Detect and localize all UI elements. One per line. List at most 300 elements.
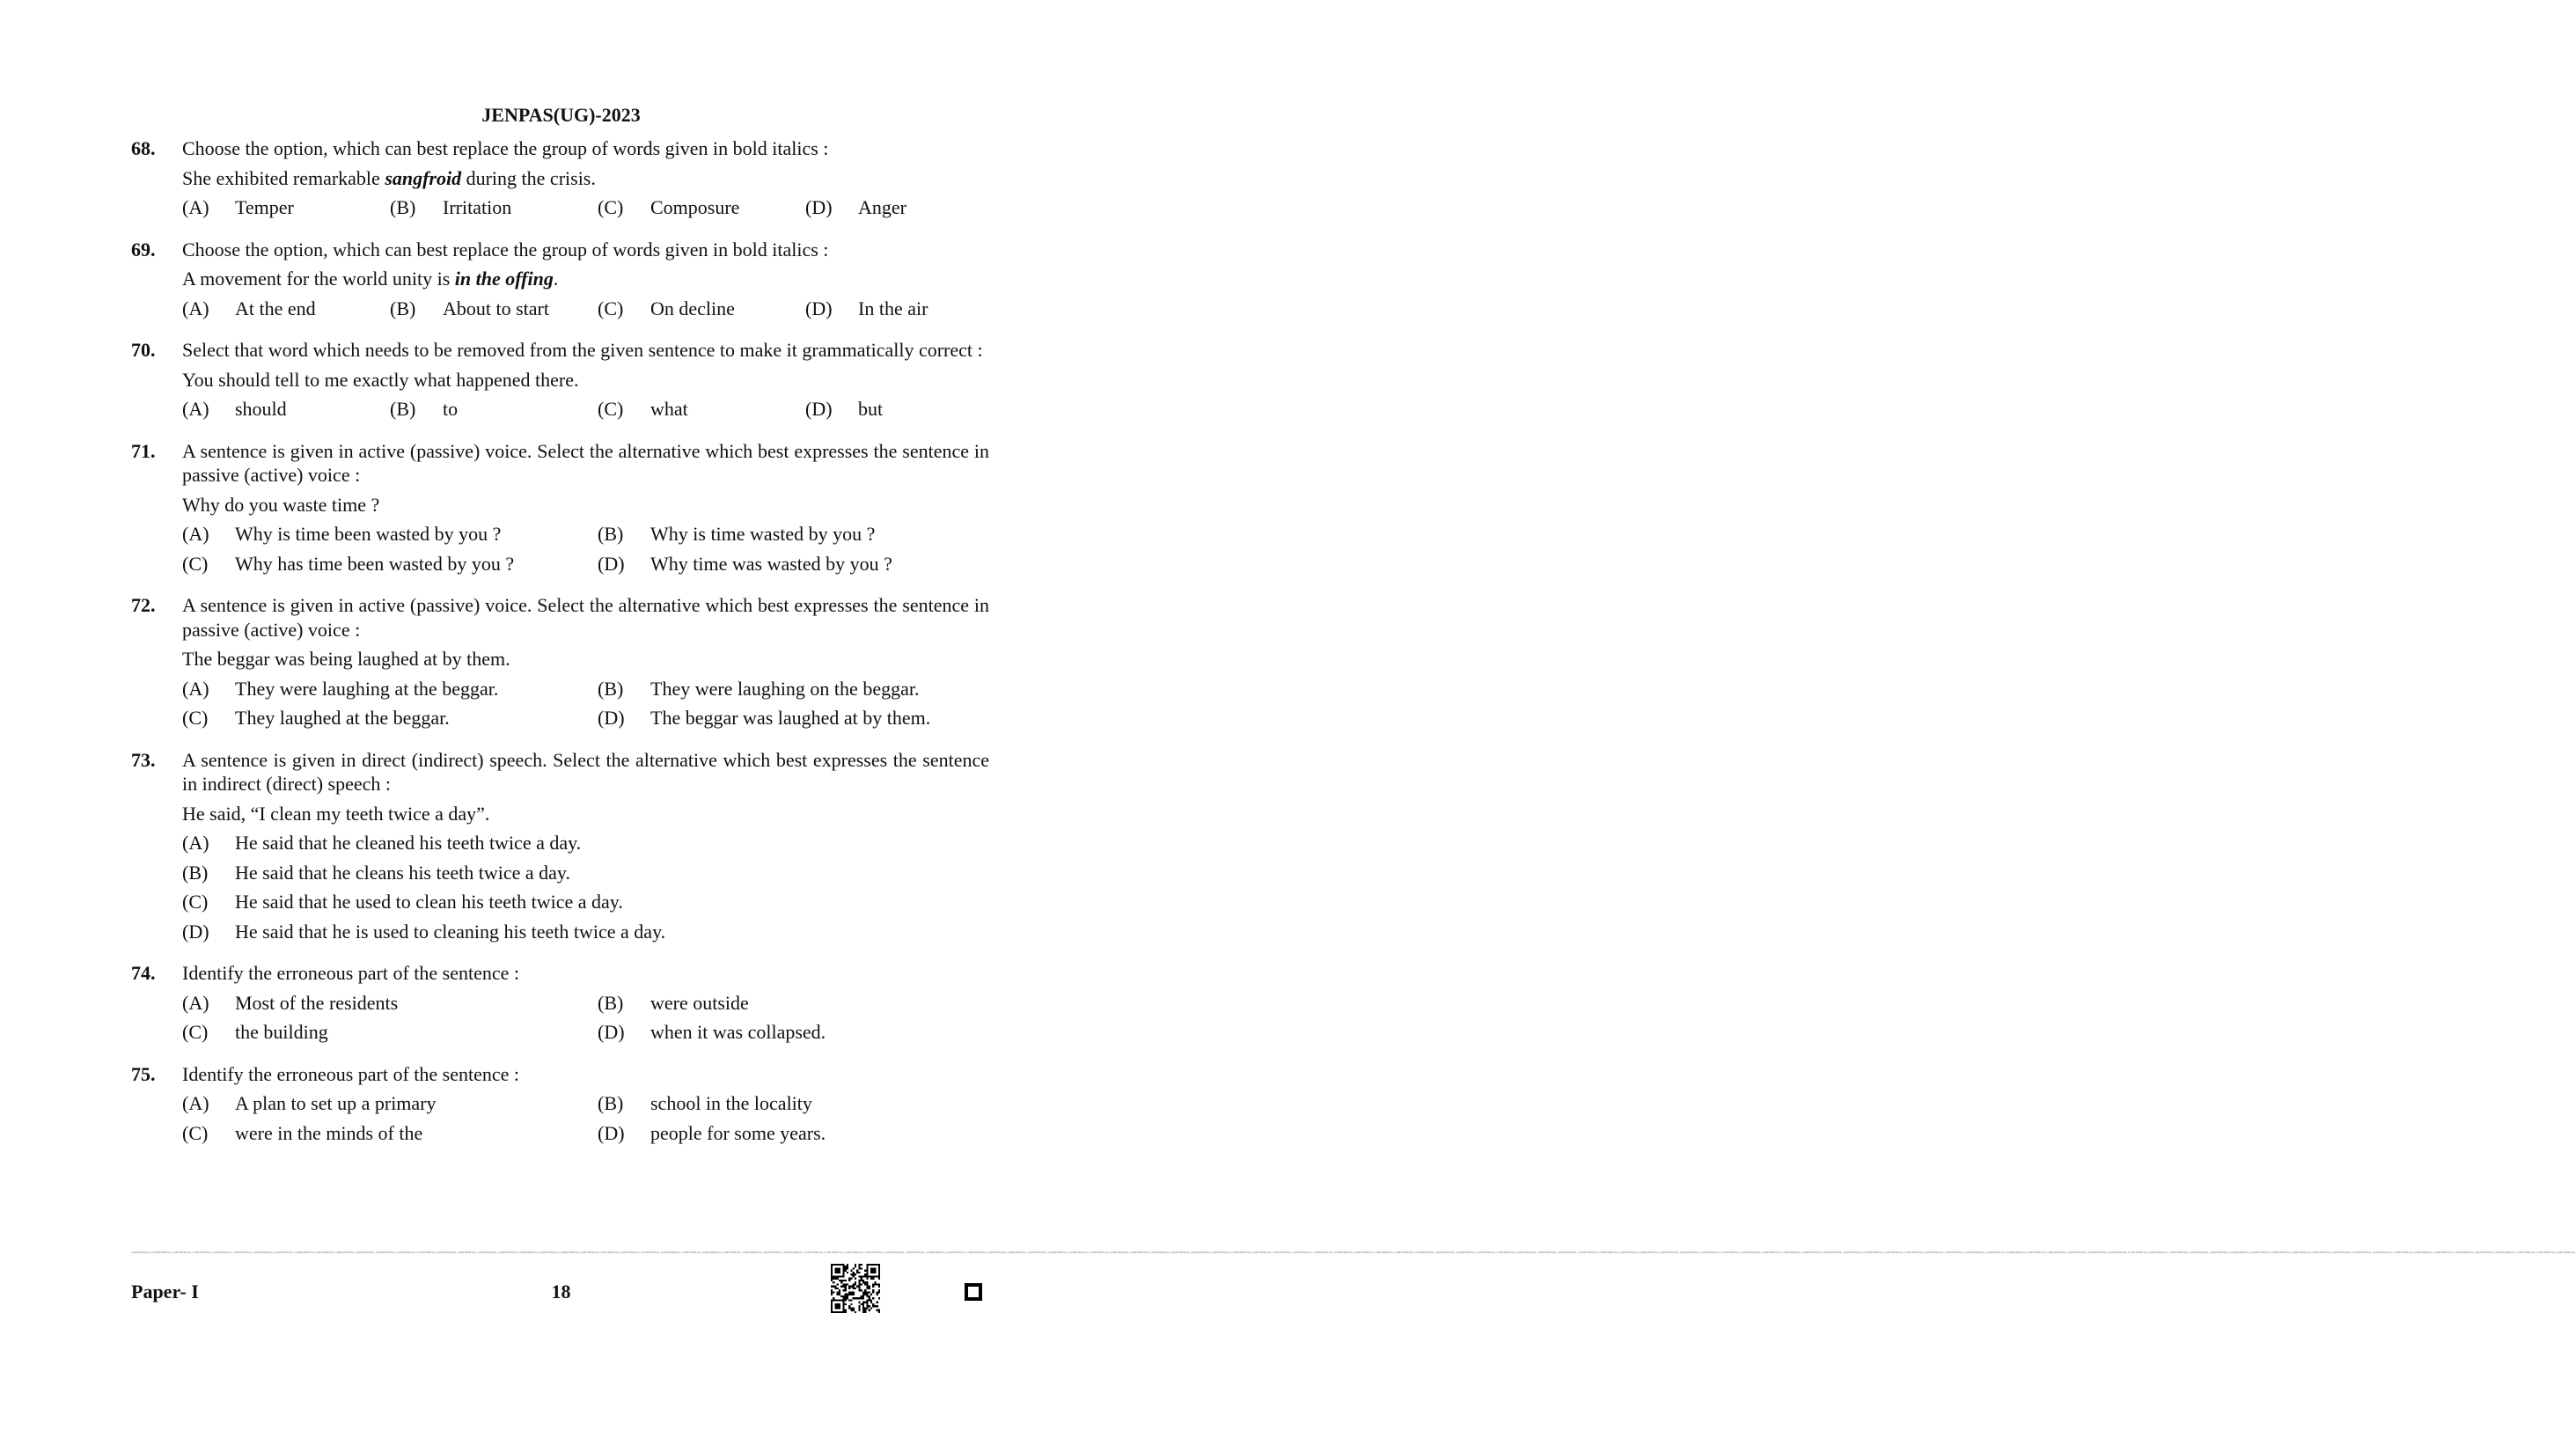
qr-module <box>864 1302 866 1303</box>
qr-module <box>831 1294 833 1295</box>
qr-module <box>864 1281 866 1283</box>
option-b[interactable]: (B) About to start <box>390 297 549 319</box>
qr-module <box>855 1283 856 1285</box>
qr-module <box>833 1264 834 1266</box>
qr-module <box>874 1267 876 1269</box>
qr-module <box>842 1295 844 1297</box>
question-prompt: Select that word which needs to be removed from the given sentence to make it grammatically correct : <box>182 339 983 361</box>
qr-module <box>847 1272 848 1273</box>
qr-module <box>866 1270 868 1272</box>
qr-module <box>840 1299 842 1301</box>
answer-options <box>182 297 989 321</box>
qr-module <box>839 1294 840 1295</box>
qr-module <box>831 1303 833 1305</box>
qr-module <box>850 1310 852 1311</box>
qr-module <box>872 1267 874 1269</box>
qr-module <box>834 1307 836 1309</box>
qr-module <box>858 1281 860 1283</box>
option-d[interactable]: (D) but <box>805 398 884 420</box>
qr-module <box>850 1303 852 1305</box>
option-b[interactable]: (B) Irritation <box>390 196 512 218</box>
qr-module <box>861 1297 862 1299</box>
qr-module <box>848 1299 850 1301</box>
qr-module <box>847 1297 848 1299</box>
qr-module <box>862 1281 864 1283</box>
qr-module <box>866 1278 868 1280</box>
qr-module <box>872 1278 874 1280</box>
paper-label: Paper- I <box>131 1281 199 1303</box>
qr-module <box>858 1283 860 1285</box>
option-c[interactable]: (C) Why has time been wasted by you ? <box>182 552 515 575</box>
question-prompt: A sentence is given in active (passive) voice. Select the alternative which best expresses the sentence in passive (active) voice : <box>182 594 989 641</box>
qr-module <box>870 1267 872 1269</box>
qr-module <box>853 1291 855 1293</box>
qr-module <box>866 1288 868 1289</box>
qr-module <box>864 1311 866 1313</box>
qr-module <box>833 1311 834 1313</box>
question-sentence: He said, “I clean my teeth twice a day”. <box>182 802 490 825</box>
qr-module <box>839 1267 840 1269</box>
qr-module <box>837 1272 839 1273</box>
qr-module <box>878 1270 880 1272</box>
qr-module <box>874 1283 876 1285</box>
qr-module <box>855 1297 856 1299</box>
qr-module <box>847 1295 848 1297</box>
option-b[interactable]: (B) They were laughing on the beggar. <box>598 677 920 700</box>
qr-module <box>842 1270 844 1272</box>
qr-module <box>861 1267 862 1269</box>
qr-module <box>877 1294 878 1295</box>
qr-module <box>850 1307 852 1309</box>
qr-module <box>870 1275 872 1277</box>
question-prompt: Choose the option, which can best replace the group of words given in bold italics : <box>182 238 829 261</box>
qr-module <box>839 1307 840 1309</box>
qr-module <box>845 1294 847 1295</box>
qr-module <box>834 1275 836 1277</box>
qr-module <box>839 1289 840 1291</box>
qr-module <box>861 1264 862 1266</box>
answer-options <box>182 1091 989 1145</box>
qr-module <box>842 1303 844 1305</box>
qr-module <box>831 1280 833 1281</box>
option-d[interactable]: (D) Why time was wasted by you ? <box>598 552 892 575</box>
qr-module <box>862 1295 864 1297</box>
qr-module <box>842 1286 844 1288</box>
question-sentence: You should tell to me exactly what happened there. <box>182 368 579 391</box>
qr-module <box>855 1288 856 1289</box>
option-c[interactable]: (C) what <box>598 398 688 420</box>
qr-module <box>850 1278 852 1280</box>
qr-module <box>874 1270 876 1272</box>
option-a[interactable]: (A) Temper <box>182 196 294 218</box>
qr-module <box>858 1302 860 1303</box>
qr-module <box>878 1273 880 1275</box>
option-c[interactable]: (C) were in the minds of the <box>182 1121 423 1144</box>
qr-module <box>839 1299 840 1301</box>
qr-module <box>839 1270 840 1272</box>
question-number: 69. <box>131 238 156 261</box>
qr-module <box>831 1305 833 1307</box>
qr-module <box>839 1291 840 1293</box>
qr-module <box>834 1288 836 1289</box>
qr-module <box>848 1280 850 1281</box>
option-a[interactable]: (A) Why is time been wasted by you ? <box>182 523 502 545</box>
answer-options <box>182 677 989 730</box>
question-prompt: Choose the option, which can best replace the group of words given in bold italics : <box>182 137 829 159</box>
qr-module <box>842 1311 844 1313</box>
qr-module <box>853 1286 855 1288</box>
qr-module <box>878 1297 880 1299</box>
qr-module <box>872 1270 874 1272</box>
qr-module <box>869 1310 870 1311</box>
qr-module <box>840 1280 842 1281</box>
question-prompt: Identify the erroneous part of the sentence : <box>182 1062 520 1085</box>
qr-module <box>840 1281 842 1283</box>
qr-module <box>842 1267 844 1269</box>
qr-module <box>845 1286 847 1288</box>
question-number: 72. <box>131 594 156 616</box>
qr-module <box>861 1289 862 1291</box>
qr-module <box>862 1297 864 1299</box>
qr-module <box>848 1286 850 1288</box>
qr-module <box>878 1264 880 1266</box>
qr-module <box>833 1275 834 1277</box>
question-list <box>131 136 989 1145</box>
qr-module <box>837 1305 839 1307</box>
qr-module <box>845 1288 847 1289</box>
qr-module <box>864 1273 866 1275</box>
question-71 <box>131 439 989 576</box>
qr-module <box>862 1294 864 1295</box>
qr-module <box>855 1278 856 1280</box>
question-73 <box>131 748 989 944</box>
qr-module <box>866 1303 868 1305</box>
option-a[interactable]: (A) He said that he cleaned his teeth twice a day. <box>182 832 582 854</box>
qr-module <box>834 1264 836 1266</box>
qr-module <box>858 1286 860 1288</box>
qr-module <box>858 1288 860 1289</box>
qr-module <box>853 1294 855 1295</box>
qr-module <box>864 1283 866 1285</box>
qr-module <box>840 1264 842 1266</box>
qr-module <box>831 1267 833 1269</box>
qr-module <box>874 1264 876 1266</box>
qr-module <box>847 1294 848 1295</box>
qr-module <box>864 1294 866 1295</box>
qr-module <box>842 1289 844 1291</box>
qr-module <box>853 1283 855 1285</box>
qr-module <box>848 1307 850 1309</box>
option-d[interactable]: (D) He said that he is used to cleaning his teeth twice a day. <box>182 920 666 943</box>
qr-module <box>845 1289 847 1291</box>
qr-module <box>858 1272 860 1273</box>
qr-module <box>866 1307 868 1309</box>
qr-module <box>869 1297 870 1299</box>
qr-module <box>837 1291 839 1293</box>
qr-module <box>850 1291 852 1293</box>
qr-module <box>831 1266 833 1267</box>
qr-module <box>837 1288 839 1289</box>
qr-module <box>837 1270 839 1272</box>
qr-module <box>837 1283 839 1285</box>
qr-module <box>853 1307 855 1309</box>
qr-module <box>831 1291 833 1293</box>
qr-module <box>834 1311 836 1313</box>
qr-module <box>833 1278 834 1280</box>
qr-module <box>858 1310 860 1311</box>
qr-module <box>861 1295 862 1297</box>
question-prompt: A sentence is given in active (passive) voice. Select the alternative which best expresses the sentence in passive (active) voice : <box>182 439 989 486</box>
qr-module <box>850 1286 852 1288</box>
qr-module <box>850 1273 852 1275</box>
qr-module <box>839 1264 840 1266</box>
qr-module <box>834 1270 836 1272</box>
qr-module <box>831 1275 833 1277</box>
confidential-strip: CONFIDENTIAL CONFIDENTIAL CONFIDENTIAL CONFIDENTIAL CONFIDENTIAL CONFIDENTIAL CONFIDENTIAL CONFIDENTIAL CONFIDENTIAL CONFIDENTIAL CONFIDENTIAL CONFIDENTIAL CONFIDENTIAL CONFIDENTIAL CONFIDENTIAL CONFIDENTIAL CONFIDENTIAL CONFIDENTIAL CONFIDENTIAL CONFIDENTIAL CONFIDENTIAL CONFIDENTIAL CONFIDENTIAL CONFIDENTIAL CONFIDENTIAL CONFIDENTIAL CONFIDENTIAL CONFIDENTIAL CONFIDENTIAL CONFIDENTIAL CONFIDENTIAL CONFIDENTIAL CONFIDENTIAL CONFIDENTIAL CONFIDENTIAL CONFIDENTIAL CONFIDENTIAL CONFIDENTIAL CONFIDENTIAL CONFIDENTIAL CONFIDENTIAL CONFIDENTIAL CONFIDENTIAL CONFIDENTIAL CONFIDENTIAL CONFIDENTIAL CONFIDENTIAL CONFIDENTIAL CONFIDENTIAL CONFIDENTIAL CONFIDENTIAL CONFIDENTIAL CONFIDENTIAL CONFIDENTIAL CONFIDENTIAL CONFIDENTIAL CONFIDENTIAL CONFIDENTIAL CONFIDENTIAL CONFIDENTIAL CONFIDENTIAL CONFIDENTIAL CONFIDENTIAL CONFIDENTIAL CONFIDENTIAL CONFIDENTIAL CONFIDENTIAL CONFIDENTIAL CONFIDENTIAL CONFIDENTIAL CONFIDENTIAL CONFIDENTIAL CONFIDENTIAL CONFIDENTIAL CONFIDENTIAL CONFIDENTIAL CONFIDENTIAL CONFIDENTIAL CONFIDENTIAL CONFIDENTIAL CONFIDENTIAL CONFIDENTIAL CONFIDENTIAL CONFIDENTIAL CONFIDENTIAL CONFIDENTIAL CONFIDENTIAL CONFIDENTIAL CONFIDENTIAL CONFIDENTIAL CONFIDENTIAL CONFIDENTIAL CONFIDENTIAL CONFIDENTIAL CONFIDENTIAL CONFIDENTIAL CONFIDENTIAL CONFIDENTIAL CONFIDENTIAL CONFIDENTIAL CONFIDENTIAL CONFIDENTIAL CONFIDENTIAL CONFIDENTIAL CONFIDENTIAL CONFIDENTIAL CONFIDENTIAL CONFIDENTIAL CONFIDENTIAL CONFIDENTIAL CONFIDENTIAL CONFIDENTIAL CONFIDENTIAL CONFIDENTIAL CONFIDENTIAL CONFIDENTIAL CONFIDENTIAL CONFIDENTIAL CONFIDENTIAL CONFIDENTIAL <box>131 1251 2576 1254</box>
qr-code-icon <box>831 1264 880 1313</box>
qr-module <box>866 1264 868 1266</box>
qr-module <box>847 1266 848 1267</box>
qr-module <box>874 1272 876 1273</box>
qr-module <box>831 1310 833 1311</box>
qr-module <box>831 1286 833 1288</box>
qr-module <box>872 1264 874 1266</box>
qr-module <box>831 1264 833 1266</box>
option-d[interactable]: (D) people for some years. <box>598 1121 826 1144</box>
qr-module <box>872 1286 874 1288</box>
qr-module <box>837 1307 839 1309</box>
question-68 <box>131 136 989 220</box>
qr-module <box>864 1310 866 1311</box>
question-prompt: A sentence is given in direct (indirect) speech. Select the alternative which best expresses the sentence in indirect (direct) speech : <box>182 748 989 795</box>
option-b[interactable]: (B) school in the locality <box>598 1092 812 1114</box>
qr-module <box>870 1278 872 1280</box>
qr-module <box>853 1267 855 1269</box>
qr-module <box>877 1291 878 1293</box>
qr-module <box>853 1275 855 1277</box>
qr-module <box>862 1305 864 1307</box>
qr-module <box>839 1275 840 1277</box>
qr-module <box>877 1283 878 1285</box>
qr-module <box>831 1270 833 1272</box>
option-a[interactable]: (A) At the end <box>182 297 316 319</box>
qr-module <box>848 1291 850 1293</box>
qr-module <box>861 1303 862 1305</box>
qr-module <box>870 1307 872 1309</box>
option-d[interactable]: (D) Anger <box>805 196 906 218</box>
qr-module <box>840 1311 842 1313</box>
qr-module <box>839 1272 840 1273</box>
qr-module <box>878 1278 880 1280</box>
qr-module <box>874 1275 876 1277</box>
qr-module <box>870 1264 872 1266</box>
qr-module <box>839 1311 840 1313</box>
question-number: 70. <box>131 339 156 361</box>
qr-module <box>866 1286 868 1288</box>
question-sentence: Why do you waste time ? <box>182 493 380 516</box>
qr-module <box>858 1267 860 1269</box>
qr-module <box>837 1294 839 1295</box>
page-title: JENPAS(UG)-2023 <box>481 104 641 126</box>
qr-module <box>855 1264 856 1266</box>
qr-module <box>845 1280 847 1281</box>
qr-module <box>850 1299 852 1301</box>
qr-module <box>878 1291 880 1293</box>
qr-module <box>847 1283 848 1285</box>
qr-module <box>837 1303 839 1305</box>
qr-module <box>869 1264 870 1266</box>
qr-module <box>853 1297 855 1299</box>
qr-module <box>842 1283 844 1285</box>
qr-module <box>845 1266 847 1267</box>
qr-module <box>848 1278 850 1280</box>
qr-module <box>872 1289 874 1291</box>
qr-module <box>831 1302 833 1303</box>
qr-module <box>869 1275 870 1277</box>
qr-module <box>872 1283 874 1285</box>
qr-module <box>878 1283 880 1285</box>
option-c[interactable]: (C) On decline <box>598 297 735 319</box>
qr-module <box>842 1280 844 1281</box>
qr-module <box>845 1310 847 1311</box>
qr-module <box>866 1294 868 1295</box>
qr-module <box>842 1302 844 1303</box>
option-b[interactable]: (B) were outside <box>598 991 749 1014</box>
qr-module <box>837 1299 839 1301</box>
qr-module <box>845 1299 847 1301</box>
qr-module <box>845 1303 847 1305</box>
qr-module <box>842 1264 844 1266</box>
qr-module <box>872 1291 874 1293</box>
qr-module <box>866 1266 868 1267</box>
qr-module <box>831 1289 833 1291</box>
qr-module <box>858 1275 860 1277</box>
qr-module <box>877 1305 878 1307</box>
emphasized-phrase: sangfroid <box>385 166 462 189</box>
qr-module <box>845 1267 847 1269</box>
option-c[interactable]: (C) the building <box>182 1021 328 1043</box>
qr-module <box>850 1270 852 1272</box>
qr-module <box>858 1264 860 1266</box>
qr-module <box>878 1311 880 1313</box>
qr-module <box>842 1307 844 1309</box>
qr-module <box>866 1275 868 1277</box>
qr-module <box>834 1299 836 1301</box>
option-b[interactable]: (B) Why is time wasted by you ? <box>598 523 876 545</box>
emphasized-phrase: in the offing <box>454 268 554 290</box>
qr-module <box>862 1311 864 1313</box>
qr-module <box>878 1267 880 1269</box>
question-number: 71. <box>131 439 156 462</box>
qr-module <box>866 1281 868 1283</box>
option-a[interactable]: (A) They were laughing at the beggar. <box>182 677 499 700</box>
qr-module <box>877 1275 878 1277</box>
qr-module <box>872 1272 874 1273</box>
question-number: 68. <box>131 137 156 159</box>
qr-module <box>866 1272 868 1273</box>
question-70 <box>131 338 989 422</box>
qr-module <box>842 1310 844 1311</box>
option-d[interactable]: (D) The beggar was laughed at by them. <box>598 707 931 729</box>
answer-options <box>182 522 989 576</box>
option-b[interactable]: (B) to <box>390 398 459 420</box>
qr-module <box>858 1289 860 1291</box>
qr-module <box>833 1281 834 1283</box>
qr-module <box>862 1303 864 1305</box>
option-d[interactable]: (D) when it was collapsed. <box>598 1021 826 1043</box>
option-c[interactable]: (C) They laughed at the beggar. <box>182 707 450 729</box>
qr-module <box>834 1267 836 1269</box>
qr-module <box>874 1281 876 1283</box>
qr-module <box>858 1305 860 1307</box>
qr-module <box>869 1286 870 1288</box>
qr-module <box>845 1295 847 1297</box>
qr-module <box>870 1302 872 1303</box>
qr-module <box>866 1299 868 1301</box>
qr-module <box>842 1297 844 1299</box>
question-sentence: The beggar was being laughed at by them. <box>182 648 510 670</box>
qr-module <box>866 1283 868 1285</box>
qr-module <box>842 1273 844 1275</box>
qr-module <box>856 1272 858 1273</box>
qr-module <box>864 1291 866 1293</box>
qr-module <box>842 1299 844 1301</box>
qr-module <box>874 1305 876 1307</box>
qr-module <box>837 1275 839 1277</box>
qr-module <box>870 1272 872 1273</box>
qr-module <box>872 1303 874 1305</box>
qr-module <box>872 1275 874 1277</box>
qr-module <box>845 1270 847 1272</box>
qr-module <box>831 1273 833 1275</box>
qr-module <box>855 1266 856 1267</box>
option-c[interactable]: (C) Composure <box>598 196 740 218</box>
qr-module <box>848 1294 850 1295</box>
qr-module <box>878 1289 880 1291</box>
qr-module <box>837 1267 839 1269</box>
qr-module <box>861 1275 862 1277</box>
option-a[interactable]: (A) A plan to set up a primary <box>182 1092 437 1114</box>
qr-module <box>861 1278 862 1280</box>
qr-module <box>878 1272 880 1273</box>
option-d[interactable]: (D) In the air <box>805 297 928 319</box>
option-c[interactable]: (C) He said that he used to clean his teeth twice a day. <box>182 891 623 913</box>
qr-module <box>878 1310 880 1311</box>
qr-module <box>866 1305 868 1307</box>
qr-module <box>869 1288 870 1289</box>
option-a[interactable]: (A) should <box>182 398 287 420</box>
qr-module <box>878 1266 880 1267</box>
qr-module <box>834 1303 836 1305</box>
qr-module <box>855 1281 856 1283</box>
qr-module <box>845 1283 847 1285</box>
qr-module <box>866 1273 868 1275</box>
qr-module <box>834 1272 836 1273</box>
question-74 <box>131 961 989 1045</box>
question-sentence: A movement for the world unity is in the offing. <box>182 268 559 290</box>
qr-module <box>869 1299 870 1301</box>
qr-module <box>856 1297 858 1299</box>
option-b[interactable]: (B) He said that he cleans his teeth twice a day. <box>182 861 570 884</box>
question-number: 75. <box>131 1062 156 1085</box>
qr-module <box>847 1264 848 1266</box>
qr-module <box>866 1302 868 1303</box>
question-sentence: She exhibited remarkable sangfroid during the crisis. <box>182 166 596 189</box>
option-a[interactable]: (A) Most of the residents <box>182 991 399 1014</box>
hollow-square-icon <box>965 1283 982 1301</box>
question-69 <box>131 238 989 321</box>
qr-module <box>848 1288 850 1289</box>
